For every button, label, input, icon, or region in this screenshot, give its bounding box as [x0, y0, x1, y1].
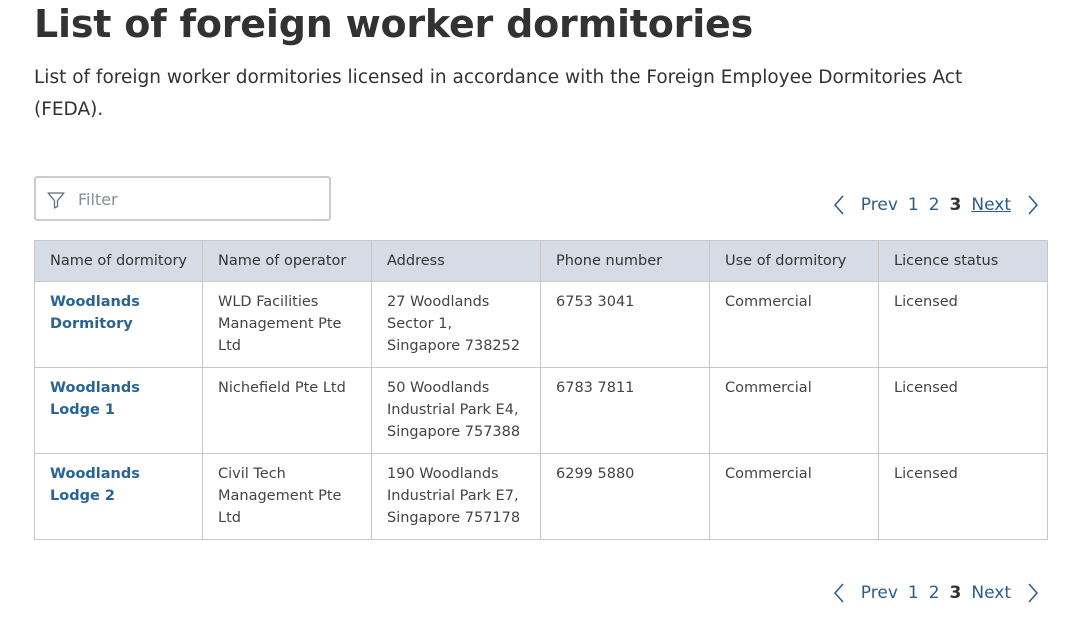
- column-header: Name of operator: [203, 241, 372, 282]
- operator-cell: Civil Tech Management Pte Ltd: [203, 454, 372, 540]
- next-page-link[interactable]: Next: [971, 583, 1011, 603]
- table-row: [35, 368, 1048, 454]
- address-cell: 27 Woodlands Sector 1, Singapore 738252: [372, 282, 541, 368]
- operator-cell: WLD Facilities Management Pte Ltd: [203, 282, 372, 368]
- chevron-right-icon[interactable]: [1026, 194, 1040, 216]
- address-cell: 190 Woodlands Industrial Park E7, Singapore 757178: [372, 454, 541, 540]
- pagination-top: [832, 191, 1040, 219]
- pagination-bottom: [832, 579, 1040, 607]
- page-link-2[interactable]: 2: [928, 195, 940, 215]
- current-page: 3: [949, 583, 962, 603]
- prev-page-link[interactable]: Prev: [860, 195, 898, 215]
- chevron-left-icon[interactable]: [832, 582, 846, 604]
- filter-funnel-icon: [46, 190, 66, 210]
- phone-cell: 6753 3041: [541, 282, 710, 368]
- chevron-left-icon[interactable]: [832, 194, 846, 216]
- dormitory-name-cell: [35, 454, 203, 540]
- address-cell: 50 Woodlands Industrial Park E4, Singapore 757388: [372, 368, 541, 454]
- dormitory-link[interactable]: Woodlands Lodge 1: [50, 380, 140, 418]
- page-link-1[interactable]: 1: [907, 583, 919, 603]
- column-header: Use of dormitory: [710, 241, 879, 282]
- status-cell: Licensed: [879, 454, 1048, 540]
- status-cell: Licensed: [879, 368, 1048, 454]
- use-cell: Commercial: [710, 282, 879, 368]
- dormitory-name-cell: [35, 282, 203, 368]
- dormitory-link[interactable]: Woodlands Lodge 2: [50, 466, 140, 504]
- table-row: [35, 454, 1048, 540]
- prev-page-link[interactable]: Prev: [860, 583, 898, 603]
- page-link-2[interactable]: 2: [928, 583, 940, 603]
- column-header: Name of dormitory: [35, 241, 203, 282]
- dormitory-name-cell: [35, 368, 203, 454]
- use-cell: Commercial: [710, 454, 879, 540]
- use-cell: Commercial: [710, 368, 879, 454]
- column-header: Address: [372, 241, 541, 282]
- current-page: 3: [949, 195, 962, 215]
- phone-cell: 6299 5880: [541, 454, 710, 540]
- status-cell: Licensed: [879, 282, 1048, 368]
- operator-cell: Nichefield Pte Ltd: [203, 368, 372, 454]
- filter-input[interactable]: [78, 186, 318, 212]
- table-header-row: [35, 241, 1048, 282]
- phone-cell: 6783 7811: [541, 368, 710, 454]
- column-header: Phone number: [541, 241, 710, 282]
- filter-box[interactable]: [34, 176, 331, 221]
- dormitory-link[interactable]: Woodlands Dormitory: [50, 294, 140, 332]
- page-title: List of foreign worker dormitories: [34, 2, 754, 46]
- chevron-right-icon[interactable]: [1026, 582, 1040, 604]
- table-row: [35, 282, 1048, 368]
- dormitories-table: [34, 240, 1048, 540]
- column-header: Licence status: [879, 241, 1048, 282]
- next-page-link[interactable]: Next: [971, 195, 1011, 215]
- page-subtitle: List of foreign worker dormitories licensed in accordance with the Foreign Employee Dormitories Act (FEDA).: [34, 67, 963, 120]
- page-link-1[interactable]: 1: [907, 195, 919, 215]
